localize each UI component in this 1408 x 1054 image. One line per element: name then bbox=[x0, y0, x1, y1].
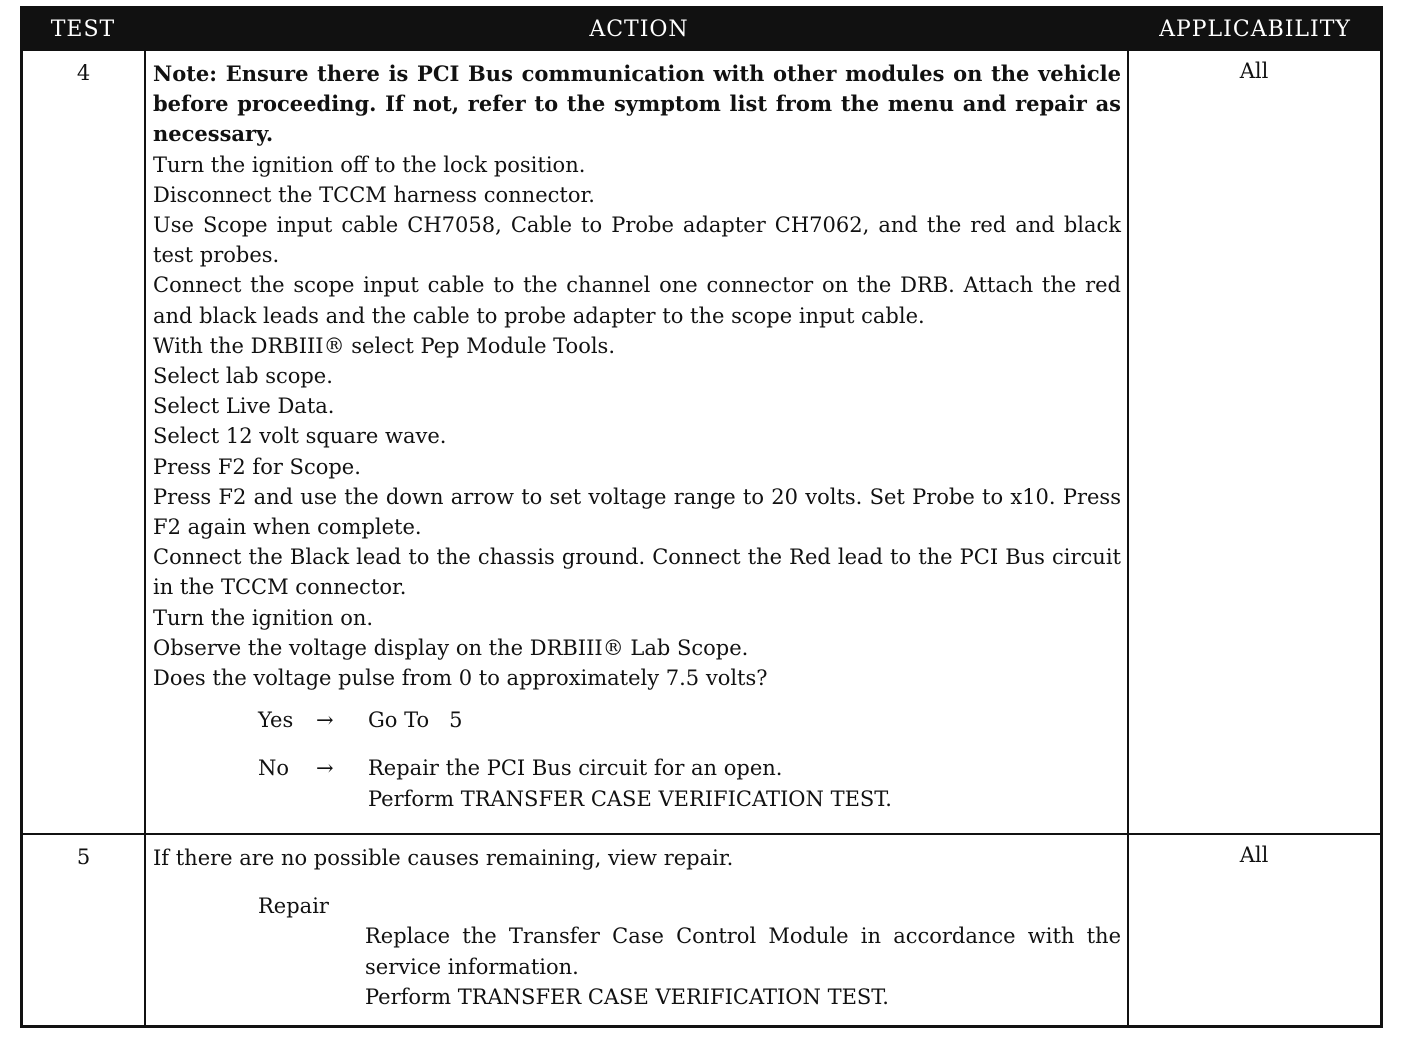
no-result-line-2: Perform TRANSFER CASE VERIFICATION TEST. bbox=[368, 786, 892, 811]
yes-label: Yes bbox=[258, 708, 294, 733]
step-13: Observe the voltage display on the DRBIII® Lab Scope. bbox=[153, 635, 749, 660]
step-6: Select lab scope. bbox=[153, 364, 333, 389]
step-9: Press F2 for Scope. bbox=[153, 454, 361, 479]
header-test: TEST bbox=[50, 17, 116, 42]
step-1: Turn the ignition off to the lock position. bbox=[153, 152, 586, 177]
question: Does the voltage pulse from 0 to approximately 7.5 volts? bbox=[153, 666, 768, 691]
column-divider bbox=[144, 835, 146, 1025]
repair-line-2: Perform TRANSFER CASE VERIFICATION TEST. bbox=[365, 984, 889, 1009]
repair-line-1: Replace the Transfer Case Control Module in accordance with the service information. bbox=[365, 924, 1121, 979]
yes-branch bbox=[258, 705, 1121, 735]
table-row-test-5 bbox=[23, 833, 1380, 1025]
column-divider bbox=[144, 51, 146, 833]
yes-result: Go To 5 bbox=[368, 708, 463, 733]
no-label: No bbox=[258, 756, 290, 781]
table-header bbox=[23, 9, 1380, 49]
header-action: ACTION bbox=[589, 17, 689, 42]
diagnostic-test-table bbox=[20, 6, 1383, 1028]
action-cell bbox=[153, 843, 1121, 1012]
step-5: With the DRBIII® select Pep Module Tools. bbox=[153, 333, 615, 358]
applicability-value: All bbox=[1239, 843, 1269, 867]
intro-text: If there are no possible causes remaining, view repair. bbox=[153, 846, 734, 870]
table-row-test-4 bbox=[23, 49, 1380, 833]
note-text: Note: Ensure there is PCI Bus communication with other modules on the vehicle before proceeding. If not, refer to the symptom list from the menu and repair as necessary. bbox=[153, 61, 1121, 147]
test-number: 4 bbox=[76, 61, 91, 85]
step-3: Use Scope input cable CH7058, Cable to Probe adapter CH7062, and the red and black test probes. bbox=[153, 213, 1121, 268]
step-7: Select Live Data. bbox=[153, 394, 335, 419]
no-result-line-1: Repair the PCI Bus circuit for an open. bbox=[368, 756, 783, 781]
step-2: Disconnect the TCCM harness connector. bbox=[153, 182, 595, 207]
applicability-value: All bbox=[1239, 59, 1269, 83]
step-4: Connect the scope input cable to the channel one connector on the DRB. Attach the red and black leads and the cable to probe adapter to the scope input cable. bbox=[153, 273, 1121, 328]
right-arrow-icon: → bbox=[316, 756, 334, 781]
step-10: Press F2 and use the down arrow to set voltage range to 20 volts. Set Probe to x10. Press F2 again when complete. bbox=[153, 484, 1121, 540]
action-cell bbox=[153, 59, 1121, 814]
no-branch bbox=[258, 753, 1121, 813]
right-arrow-icon: → bbox=[316, 708, 334, 733]
step-12: Turn the ignition on. bbox=[153, 605, 374, 630]
header-applicability: APPLICABILITY bbox=[1159, 17, 1351, 42]
step-11: Connect the Black lead to the chassis ground. Connect the Red lead to the PCI Bus circuit in the TCCM connector. bbox=[153, 545, 1121, 600]
no-result bbox=[368, 753, 1121, 813]
repair-label: Repair bbox=[258, 894, 329, 919]
column-divider bbox=[1127, 51, 1129, 833]
test-number: 5 bbox=[76, 845, 91, 869]
step-8: Select 12 volt square wave. bbox=[153, 424, 447, 449]
